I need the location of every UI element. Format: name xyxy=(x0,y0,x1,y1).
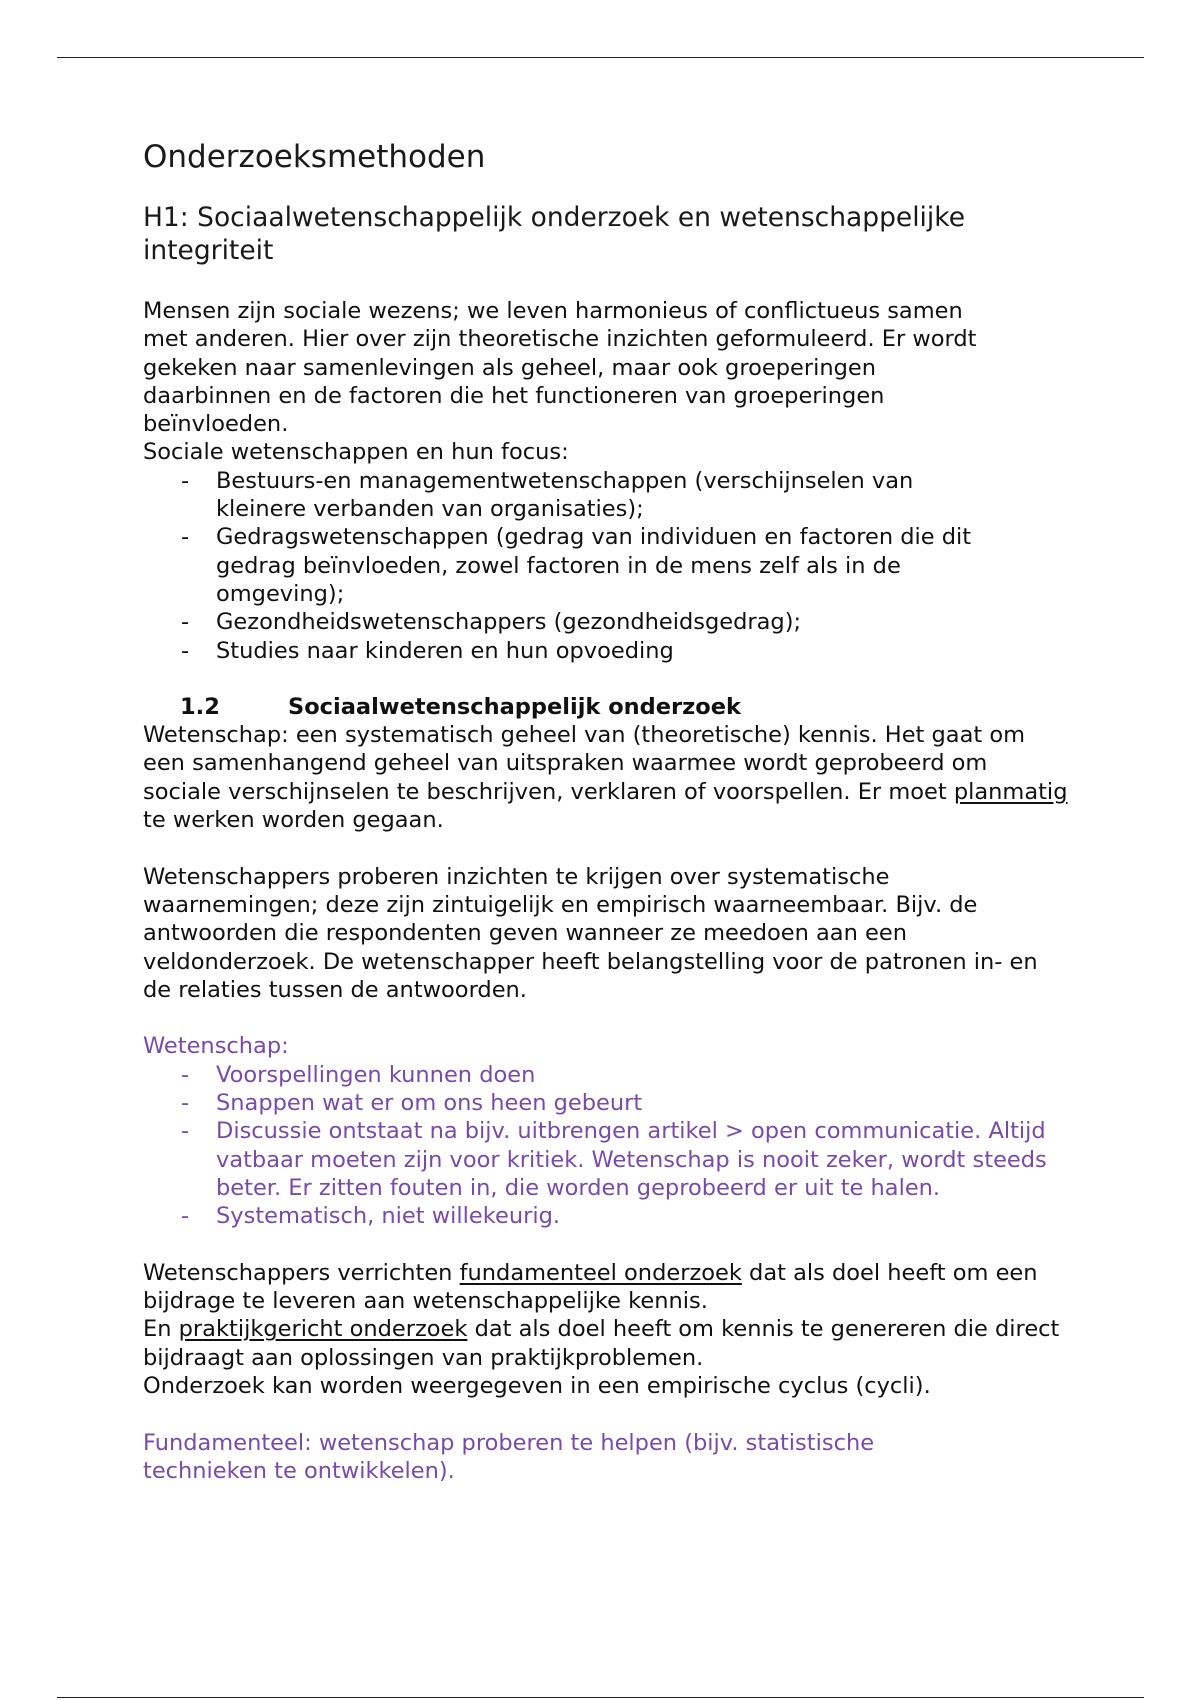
document-title: Onderzoeksmethoden xyxy=(143,139,486,175)
underlined-term: praktijkgericht onderzoek xyxy=(178,1316,468,1343)
definition-text: Wetenschap: een systematisch geheel van (theoretische) kennis. Het gaat om een samenhangend geheel van uitspraken waarmee wordt geprobeerd om sociale verschijnselen te beschrijven, verklaren of voorspellen. Er moet xyxy=(143,722,1026,805)
page-content xyxy=(143,138,1083,1485)
underlined-term: planmatig xyxy=(953,778,1068,805)
focus-heading: Sociale wetenschappen en hun focus: xyxy=(143,439,569,466)
list-item: - Gedragswetenschappen (gedrag van individuen en factoren die dit gedrag beïnvloeden, zowel factoren in de mens zelf als in de omgeving); xyxy=(143,523,1003,608)
intro-line: gekeken naar samenlevingen als geheel, maar ook groeperingen xyxy=(143,354,876,381)
paragraph-text: dat als doel heeft om een bijdrage te leveren aan wetenschappelijke kennis. xyxy=(143,1259,1038,1315)
paragraph-text: dat als doel heeft om kennis te genereren die direct bijdraagt aan oplossingen van praktijkproblemen. xyxy=(143,1316,1060,1371)
science-definition xyxy=(143,721,1068,834)
list-item: - Gezondheidswetenschappers (gezondheidsgedrag); xyxy=(143,608,1003,636)
top-rule xyxy=(57,57,1144,58)
list-item: - Systematisch, niet willekeurig. xyxy=(143,1202,1063,1230)
list-item: - Voorspellingen kunnen doen xyxy=(143,1061,1063,1089)
intro-line: beïnvloeden. xyxy=(143,411,289,438)
list-item: - Discussie ontstaat na bijv. uitbrengen artikel > open communicatie. Altijd vatbaar moeten zijn voor kritiek. Wetenschap is nooit zeker, wordt steeds beter. Er zitten fouten in, die worden geprobeerd er uit te halen. xyxy=(143,1117,1063,1202)
chapter-heading: H1: Sociaalwetenschappelijk onderzoek en wetenschappelijke integriteit xyxy=(143,202,965,266)
definition-text: te werken worden gegaan. xyxy=(143,807,444,834)
section-title: Sociaalwetenschappelijk onderzoek xyxy=(288,693,741,720)
list-item: - Bestuurs-en managementwetenschappen (verschijnselen van kleinere verbanden van organisaties); xyxy=(143,467,1003,524)
paragraph-text: Wetenschappers verrichten xyxy=(143,1259,460,1286)
section-heading xyxy=(143,693,1083,721)
note-list xyxy=(143,1061,1063,1231)
note-heading: Wetenschap: xyxy=(143,1033,289,1060)
section-number: 1.2 xyxy=(180,693,220,720)
intro-line: daarbinnen en de factoren die het functioneren van groeperingen xyxy=(143,382,885,409)
intro-paragraph xyxy=(143,297,1083,438)
practical-paragraph xyxy=(143,1315,1068,1372)
intro-line: Mensen zijn sociale wezens; we leven harmonieus of conflictueus samen xyxy=(143,298,963,324)
fundamental-note: Fundamenteel: wetenschap proberen te helpen (bijv. statistische technieken te ontwikkelen). xyxy=(143,1429,875,1484)
observations-paragraph: Wetenschappers proberen inzichten te krijgen over systematische waarnemingen; deze zijn zintuigelijk en empirisch waarneembaar. Bijv. de antwoorden die respondenten geven wanneer ze meedoen aan een veldonderzoek. De wetenschapper heeft belangstelling voor de patronen in- en de relaties tussen de antwoorden. xyxy=(143,863,1038,1003)
bottom-rule xyxy=(57,1697,1144,1698)
fundamental-paragraph xyxy=(143,1259,1063,1316)
list-item: - Studies naar kinderen en hun opvoeding xyxy=(143,637,1003,665)
cycle-line: Onderzoek kan worden weergegeven in een empirische cyclus (cycli). xyxy=(143,1372,931,1399)
paragraph-text: En xyxy=(143,1316,179,1343)
intro-line: met anderen. Hier over zijn theoretische inzichten geformuleerd. Er wordt xyxy=(143,326,977,353)
underlined-term: fundamenteel onderzoek xyxy=(459,1259,742,1286)
focus-list xyxy=(143,467,1003,665)
list-item: - Snappen wat er om ons heen gebeurt xyxy=(143,1089,1063,1117)
